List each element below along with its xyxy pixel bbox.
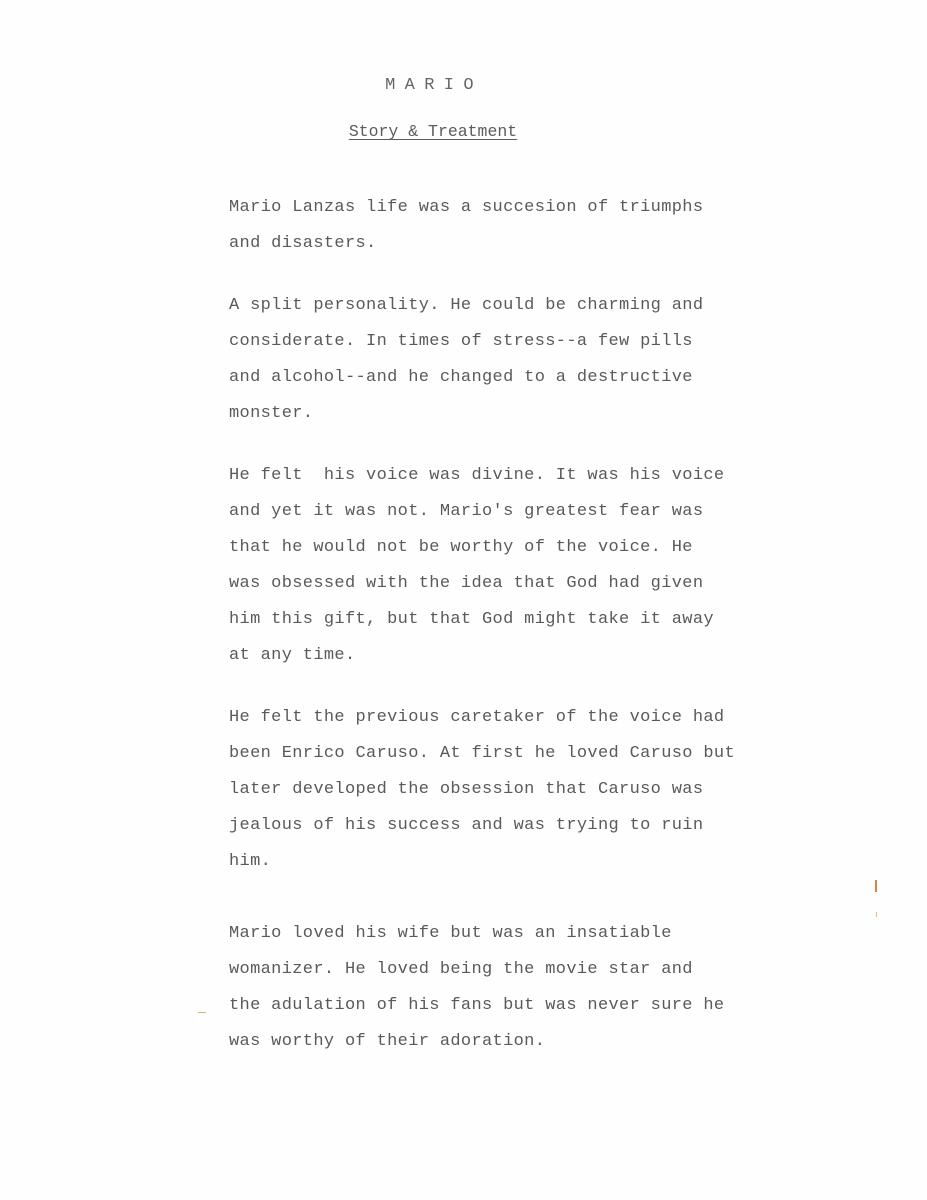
paragraph-2: A split personality. He could be charming and considerate. In times of stress--a few pills and alcohol--and he changed to a destructive monster.: [229, 296, 704, 423]
paragraph-3: He felt his voice was divine. It was his voice and yet it was not. Mario's greatest fear was that he would not be worthy of the voice. He was obsessed with the idea that God had given him this gift, but that God might take it away at any time.: [229, 466, 725, 665]
paragraph-4: He felt the previous caretaker of the voice had been Enrico Caruso. At first he loved Caruso but later developed the obsession that Caruso was jealous of his success and was trying to ruin him.: [229, 708, 735, 871]
document-body: [229, 190, 789, 1060]
paper-stain-mark: [876, 912, 877, 917]
paragraph-5: Mario loved his wife but was an insatiable womanizer. He loved being the movie star and the adulation of his fans but was never sure he was worthy of their adoration.: [229, 924, 725, 1051]
paragraph-1: Mario Lanzas life was a succesion of triumphs and disasters.: [229, 198, 704, 253]
paper-stain-mark: [198, 1012, 206, 1013]
document-subtitle: Story & Treatment: [348, 122, 518, 141]
document-title: MARIO: [385, 76, 483, 95]
paper-stain-mark: [875, 880, 877, 892]
